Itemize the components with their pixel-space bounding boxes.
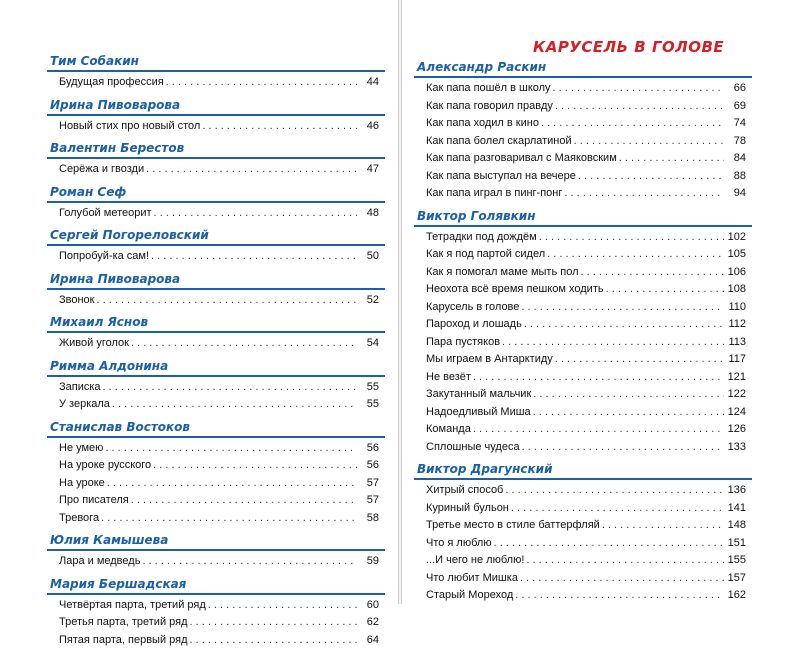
author-heading: Александр Раскин — [414, 56, 752, 78]
entry-title: Пара пустяков — [426, 335, 501, 348]
dot-leader — [166, 74, 357, 92]
entry-title: Пароход и лошадь — [426, 318, 522, 330]
author-heading: Ирина Пивоварова — [47, 268, 385, 290]
entry-title: Как папа пошёл в школу — [426, 82, 551, 94]
toc-entry[interactable] — [414, 168, 752, 186]
entry-page-number: 110 — [728, 300, 746, 313]
book-title: КАРУСЕЛЬ В ГОЛОВЕ — [533, 38, 725, 56]
dot-leader — [522, 439, 724, 457]
entry-title: Как папа ходил в кино — [426, 117, 539, 129]
entry-page-number: 48 — [366, 206, 379, 219]
dot-leader — [103, 379, 357, 397]
entry-page-number: 56 — [366, 441, 379, 454]
entry-title: Команда — [426, 423, 471, 435]
entry-page-number: 74 — [733, 117, 746, 129]
toc-entry[interactable] — [47, 614, 385, 632]
entry-title: Сплошные чудеса — [426, 440, 520, 453]
dot-leader — [131, 335, 357, 353]
book-spine — [398, 0, 402, 604]
dot-leader — [146, 161, 357, 179]
entry-page-number: 64 — [366, 633, 379, 646]
toc-entry[interactable] — [414, 500, 752, 518]
dot-leader — [502, 334, 724, 352]
entry-page-number: 112 — [728, 318, 746, 330]
dot-leader — [574, 133, 724, 151]
author-heading: Мария Бершадская — [47, 573, 385, 595]
entry-page-number: 94 — [733, 187, 746, 199]
toc-entry[interactable] — [47, 457, 385, 475]
dot-leader — [555, 98, 724, 116]
toc-entry[interactable] — [414, 299, 752, 317]
entry-title: Как папа говорил правду — [426, 99, 553, 112]
entry-title: Карусель в голове — [426, 300, 520, 313]
entry-title: Как папа разговаривал с Маяковским — [426, 152, 617, 164]
toc-entry[interactable] — [414, 98, 752, 116]
toc-entry[interactable] — [47, 440, 385, 458]
dot-leader — [619, 150, 724, 168]
entry-title: Попробуй-ка сам! — [59, 250, 150, 262]
entry-page-number: 155 — [727, 554, 746, 566]
entry-page-number: 157 — [727, 571, 746, 584]
dot-leader — [564, 185, 724, 203]
entry-title: Будущая профессия — [59, 76, 164, 88]
toc-entry[interactable] — [414, 185, 752, 203]
dot-leader — [190, 614, 357, 632]
entry-title: Закутанный мальчик — [426, 388, 532, 400]
toc-entry[interactable] — [414, 587, 752, 605]
entry-page-number: 59 — [366, 555, 379, 567]
entry-title: Живой уголок — [59, 337, 129, 349]
dot-leader — [105, 440, 357, 458]
entry-page-number: 44 — [366, 76, 379, 88]
entry-page-number: 52 — [366, 293, 379, 306]
entry-title: Как папа болел скарлатиной — [426, 134, 572, 147]
dot-leader — [515, 587, 724, 605]
entry-page-number: 105 — [727, 248, 746, 260]
entry-page-number: 56 — [366, 459, 379, 471]
entry-page-number: 141 — [727, 501, 746, 514]
dot-leader — [511, 500, 724, 518]
toc-entry[interactable] — [414, 334, 752, 352]
toc-entry[interactable] — [47, 205, 385, 223]
dot-leader — [142, 553, 357, 571]
dot-leader — [473, 421, 724, 439]
entry-title: Третья парта, третий ряд — [59, 616, 188, 628]
entry-page-number: 148 — [727, 519, 746, 531]
author-heading: Виктор Драгунский — [414, 458, 752, 480]
entry-title: Третье место в стиле баттерфляй — [426, 519, 600, 531]
entry-title: Не везёт — [426, 370, 471, 383]
dot-leader — [578, 168, 724, 186]
entry-page-number: 133 — [727, 440, 746, 453]
entry-title: Хитрый способ — [426, 484, 504, 496]
entry-title: Что я люблю — [426, 536, 492, 549]
toc-entry[interactable] — [47, 118, 385, 136]
dot-leader — [494, 535, 724, 553]
entry-page-number: 117 — [728, 353, 746, 365]
dot-leader — [112, 396, 357, 414]
toc-right-column — [414, 56, 752, 607]
entry-title: Записка — [59, 380, 101, 393]
entry-title: Серёжа и гвозди — [59, 163, 145, 175]
toc-entry[interactable] — [414, 517, 752, 535]
dot-leader — [505, 482, 724, 500]
toc-entry[interactable] — [47, 74, 385, 92]
entry-title: Пятая парта, первый ряд — [59, 633, 188, 646]
entry-page-number: 88 — [733, 169, 746, 182]
entry-title: Про писателя — [59, 494, 129, 506]
entry-title: Что любит Мишка — [426, 571, 518, 584]
dot-leader — [202, 118, 357, 136]
toc-entry[interactable] — [414, 115, 752, 133]
entry-title: На уроке русского — [59, 459, 152, 471]
entry-title: Старый Мореход — [426, 589, 514, 601]
entry-page-number: 55 — [366, 398, 379, 410]
entry-title: Тетрадки под дождём — [426, 230, 537, 243]
toc-entry[interactable] — [414, 316, 752, 334]
toc-entry[interactable] — [414, 80, 752, 98]
dot-leader — [539, 229, 724, 247]
dot-leader — [190, 632, 357, 650]
dot-leader — [555, 351, 724, 369]
toc-entry[interactable] — [47, 335, 385, 353]
dot-leader — [606, 281, 724, 299]
entry-title: Мы играем в Антарктиду — [426, 353, 553, 365]
entry-page-number: 66 — [733, 82, 746, 94]
entry-title: ...И чего не люблю! — [426, 554, 525, 566]
toc-left-column — [47, 50, 385, 651]
toc-entry[interactable] — [47, 632, 385, 650]
toc-entry[interactable] — [414, 482, 752, 500]
dot-leader — [524, 316, 724, 334]
author-heading: Юлия Камышева — [47, 529, 385, 551]
toc-entry[interactable] — [47, 597, 385, 615]
dot-leader — [520, 570, 724, 588]
dot-leader — [101, 510, 357, 528]
toc-entry[interactable] — [414, 246, 752, 264]
toc-entry[interactable] — [414, 535, 752, 553]
entry-title: Звонок — [59, 293, 95, 306]
author-heading: Михаил Яснов — [47, 311, 385, 333]
entry-page-number: 113 — [728, 335, 746, 348]
toc-entry[interactable] — [414, 386, 752, 404]
entry-page-number: 124 — [727, 405, 746, 418]
entry-page-number: 122 — [727, 388, 746, 400]
entry-page-number: 57 — [366, 476, 379, 489]
dot-leader — [208, 597, 357, 615]
entry-title: Неохота всё время пешком ходить — [426, 283, 604, 295]
entry-page-number: 62 — [366, 616, 379, 628]
toc-entry[interactable] — [47, 396, 385, 414]
dot-leader — [581, 264, 725, 282]
author-heading: Виктор Голявкин — [414, 205, 752, 227]
entry-page-number: 78 — [733, 134, 746, 147]
entry-page-number: 136 — [727, 484, 746, 496]
author-heading: Римма Алдонина — [47, 355, 385, 377]
toc-entry[interactable] — [414, 351, 752, 369]
entry-page-number: 69 — [733, 99, 746, 112]
entry-title: Как я под партой сидел — [426, 248, 546, 260]
entry-page-number: 108 — [727, 283, 746, 295]
toc-entry[interactable] — [47, 492, 385, 510]
entry-page-number: 47 — [366, 163, 379, 175]
dot-leader — [533, 404, 724, 422]
entry-page-number: 60 — [366, 598, 379, 611]
author-heading: Сергей Погореловский — [47, 224, 385, 246]
entry-page-number: 121 — [727, 370, 746, 383]
dot-leader — [154, 205, 357, 223]
toc-entry[interactable] — [414, 404, 752, 422]
dot-leader — [526, 552, 724, 570]
toc-entry[interactable] — [414, 150, 752, 168]
entry-page-number: 50 — [366, 250, 379, 262]
toc-entry[interactable] — [47, 475, 385, 493]
dot-leader — [97, 292, 358, 310]
author-heading: Ирина Пивоварова — [47, 94, 385, 116]
toc-entry[interactable] — [47, 379, 385, 397]
dot-leader — [553, 80, 724, 98]
toc-entry[interactable] — [47, 553, 385, 571]
toc-entry[interactable] — [414, 369, 752, 387]
toc-entry[interactable] — [414, 133, 752, 151]
toc-entry[interactable] — [414, 570, 752, 588]
toc-entry[interactable] — [47, 161, 385, 179]
entry-title: Новый стих про новый стол — [59, 119, 201, 132]
dot-leader — [521, 299, 724, 317]
entry-title: Как я помогал маме мыть пол — [426, 265, 579, 278]
entry-title: Надоедливый Миша — [426, 405, 531, 418]
entry-title: Голубой метеорит — [59, 206, 152, 219]
author-heading: Тим Собакин — [47, 50, 385, 72]
entry-title: У зеркала — [59, 398, 110, 410]
entry-page-number: 162 — [727, 589, 746, 601]
author-heading: Валентин Берестов — [47, 137, 385, 159]
entry-title: Лара и медведь — [59, 555, 141, 567]
dot-leader — [153, 457, 357, 475]
dot-leader — [107, 475, 357, 493]
entry-page-number: 54 — [366, 337, 379, 349]
toc-entry[interactable] — [414, 229, 752, 247]
entry-title: Как папа играл в пинг-понг — [426, 187, 563, 199]
toc-entry[interactable] — [414, 439, 752, 457]
entry-page-number: 57 — [366, 494, 379, 506]
entry-page-number: 46 — [366, 119, 379, 132]
entry-title: Тревога — [59, 511, 100, 524]
entry-title: Не умею — [59, 441, 104, 454]
dot-leader — [547, 246, 724, 264]
author-heading: Роман Сеф — [47, 181, 385, 203]
dot-leader — [131, 492, 357, 510]
toc-entry[interactable] — [47, 510, 385, 528]
entry-page-number: 58 — [366, 511, 379, 524]
entry-title: Как папа выступал на вечере — [426, 169, 576, 182]
entry-title: Четвёртая парта, третий ряд — [59, 598, 206, 611]
toc-entry[interactable] — [47, 292, 385, 310]
entry-page-number: 84 — [733, 152, 746, 164]
toc-entry[interactable] — [414, 421, 752, 439]
entry-page-number: 102 — [727, 230, 746, 243]
entry-page-number: 106 — [727, 265, 746, 278]
toc-entry[interactable] — [414, 281, 752, 299]
dot-leader — [533, 386, 724, 404]
entry-page-number: 126 — [727, 423, 746, 435]
dot-leader — [541, 115, 724, 133]
dot-leader — [151, 248, 357, 266]
author-heading: Станислав Востоков — [47, 416, 385, 438]
dot-leader — [602, 517, 724, 535]
entry-page-number: 151 — [727, 536, 746, 549]
toc-entry[interactable] — [414, 264, 752, 282]
entry-page-number: 55 — [366, 380, 379, 393]
toc-entry[interactable] — [414, 552, 752, 570]
dot-leader — [473, 369, 724, 387]
toc-entry[interactable] — [47, 248, 385, 266]
entry-title: На уроке — [59, 476, 105, 489]
entry-title: Куриный бульон — [426, 501, 509, 514]
